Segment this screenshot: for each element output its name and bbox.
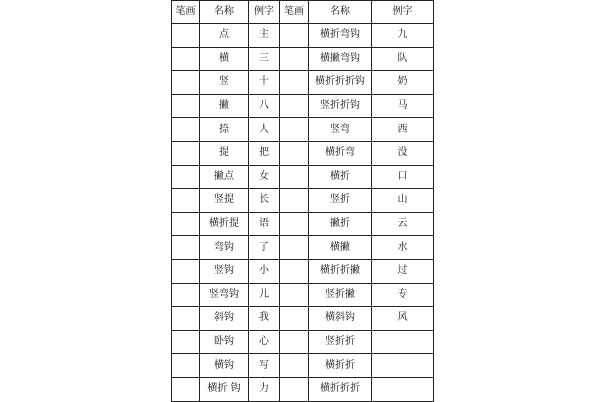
- header-example-right: 例字: [372, 1, 434, 24]
- example-char-right: 西: [372, 118, 434, 142]
- stroke-name-left: 横折提: [200, 212, 249, 236]
- stroke-cell-right: [280, 377, 309, 401]
- table-row: [172, 354, 434, 378]
- stroke-cell-right: [280, 24, 309, 48]
- example-char-right: 九: [372, 24, 434, 48]
- table-row: [172, 141, 434, 165]
- table-row: [172, 118, 434, 142]
- stroke-cell-right: [280, 118, 309, 142]
- stroke-name-left: 斜钩: [200, 307, 249, 331]
- example-char-left: 我: [249, 307, 280, 331]
- stroke-cell-right: [280, 189, 309, 213]
- example-char-right: [372, 377, 434, 401]
- example-char-left: 小: [249, 259, 280, 283]
- stroke-cell-left: [172, 354, 200, 378]
- stroke-name-right: 竖折折钩: [309, 94, 372, 118]
- example-char-right: [372, 330, 434, 354]
- table-row: [172, 259, 434, 283]
- header-example-left: 例字: [249, 1, 280, 24]
- stroke-name-right: 撇折: [309, 212, 372, 236]
- stroke-cell-left: [172, 165, 200, 189]
- stroke-cell-right: [280, 236, 309, 260]
- table-row: [172, 330, 434, 354]
- stroke-name-left: 捺: [200, 118, 249, 142]
- stroke-cell-left: [172, 47, 200, 71]
- table-row: [172, 189, 434, 213]
- example-char-right: 风: [372, 307, 434, 331]
- example-char-left: 把: [249, 141, 280, 165]
- example-char-left: 八: [249, 94, 280, 118]
- stroke-name-left: 竖弯钩: [200, 283, 249, 307]
- stroke-cell-right: [280, 283, 309, 307]
- stroke-cell-left: [172, 141, 200, 165]
- table-row: [172, 236, 434, 260]
- table-header-row: [172, 1, 434, 24]
- example-char-left: 女: [249, 165, 280, 189]
- example-char-right: 云: [372, 212, 434, 236]
- stroke-name-right: 横折折撇: [309, 259, 372, 283]
- example-char-right: [372, 354, 434, 378]
- stroke-cell-left: [172, 71, 200, 95]
- table-row: [172, 71, 434, 95]
- stroke-cell-right: [280, 354, 309, 378]
- header-name-left: 名称: [200, 1, 249, 24]
- stroke-cell-right: [280, 141, 309, 165]
- example-char-right: 没: [372, 141, 434, 165]
- example-char-right: 马: [372, 94, 434, 118]
- stroke-name-left: 横折 钩: [200, 377, 249, 401]
- stroke-cell-right: [280, 259, 309, 283]
- stroke-cell-left: [172, 377, 200, 401]
- table-row: [172, 24, 434, 48]
- stroke-name-left: 提: [200, 141, 249, 165]
- stroke-table: [171, 0, 434, 402]
- stroke-cell-left: [172, 236, 200, 260]
- table-row: [172, 94, 434, 118]
- example-char-right: 专: [372, 283, 434, 307]
- table-body: [172, 24, 434, 402]
- table-row: [172, 212, 434, 236]
- table-row: [172, 377, 434, 401]
- stroke-cell-left: [172, 212, 200, 236]
- header-stroke-left: 笔画: [172, 1, 200, 24]
- example-char-right: 奶: [372, 71, 434, 95]
- stroke-cell-right: [280, 165, 309, 189]
- stroke-cell-right: [280, 212, 309, 236]
- stroke-cell-left: [172, 189, 200, 213]
- example-char-right: 口: [372, 165, 434, 189]
- example-char-left: 语: [249, 212, 280, 236]
- stroke-name-right: 竖折: [309, 189, 372, 213]
- stroke-name-right: 竖弯: [309, 118, 372, 142]
- stroke-name-right: 横斜钩: [309, 307, 372, 331]
- example-char-left: 心: [249, 330, 280, 354]
- example-char-left: 长: [249, 189, 280, 213]
- stroke-cell-right: [280, 330, 309, 354]
- header-name-right: 名称: [309, 1, 372, 24]
- stroke-name-left: 横钩: [200, 354, 249, 378]
- stroke-name-left: 撇点: [200, 165, 249, 189]
- stroke-cell-right: [280, 307, 309, 331]
- stroke-name-left: 竖提: [200, 189, 249, 213]
- example-char-left: 人: [249, 118, 280, 142]
- stroke-cell-left: [172, 94, 200, 118]
- stroke-name-right: 横折弯钩: [309, 24, 372, 48]
- stroke-name-right: 横折: [309, 165, 372, 189]
- stroke-name-left: 卧钩: [200, 330, 249, 354]
- example-char-right: 过: [372, 259, 434, 283]
- example-char-right: 水: [372, 236, 434, 260]
- example-char-left: 力: [249, 377, 280, 401]
- stroke-name-right: 竖折撇: [309, 283, 372, 307]
- table-row: [172, 47, 434, 71]
- example-char-left: 三: [249, 47, 280, 71]
- stroke-cell-left: [172, 24, 200, 48]
- header-stroke-right: 笔画: [280, 1, 309, 24]
- stroke-cell-left: [172, 330, 200, 354]
- example-char-left: 了: [249, 236, 280, 260]
- stroke-cell-left: [172, 259, 200, 283]
- example-char-left: 儿: [249, 283, 280, 307]
- table-row: [172, 307, 434, 331]
- stroke-name-left: 竖钩: [200, 259, 249, 283]
- stroke-name-right: 横折折折: [309, 377, 372, 401]
- stroke-name-left: 弯钩: [200, 236, 249, 260]
- example-char-left: 十: [249, 71, 280, 95]
- stroke-name-left: 竖: [200, 71, 249, 95]
- stroke-cell-left: [172, 118, 200, 142]
- stroke-cell-right: [280, 94, 309, 118]
- stroke-name-right: 横撇: [309, 236, 372, 260]
- example-char-right: 队: [372, 47, 434, 71]
- stroke-cell-right: [280, 71, 309, 95]
- example-char-left: 写: [249, 354, 280, 378]
- table-row: [172, 165, 434, 189]
- stroke-name-left: 点: [200, 24, 249, 48]
- example-char-left: 主: [249, 24, 280, 48]
- stroke-name-right: 横折折: [309, 354, 372, 378]
- table-row: [172, 283, 434, 307]
- stroke-name-left: 横: [200, 47, 249, 71]
- stroke-name-right: 横撇弯钩: [309, 47, 372, 71]
- example-char-right: 山: [372, 189, 434, 213]
- stroke-name-right: 竖折折: [309, 330, 372, 354]
- stroke-cell-left: [172, 283, 200, 307]
- stroke-cell-right: [280, 47, 309, 71]
- stroke-cell-left: [172, 307, 200, 331]
- stroke-name-right: 横折弯: [309, 141, 372, 165]
- stroke-name-right: 横折折折钩: [309, 71, 372, 95]
- stroke-name-left: 撇: [200, 94, 249, 118]
